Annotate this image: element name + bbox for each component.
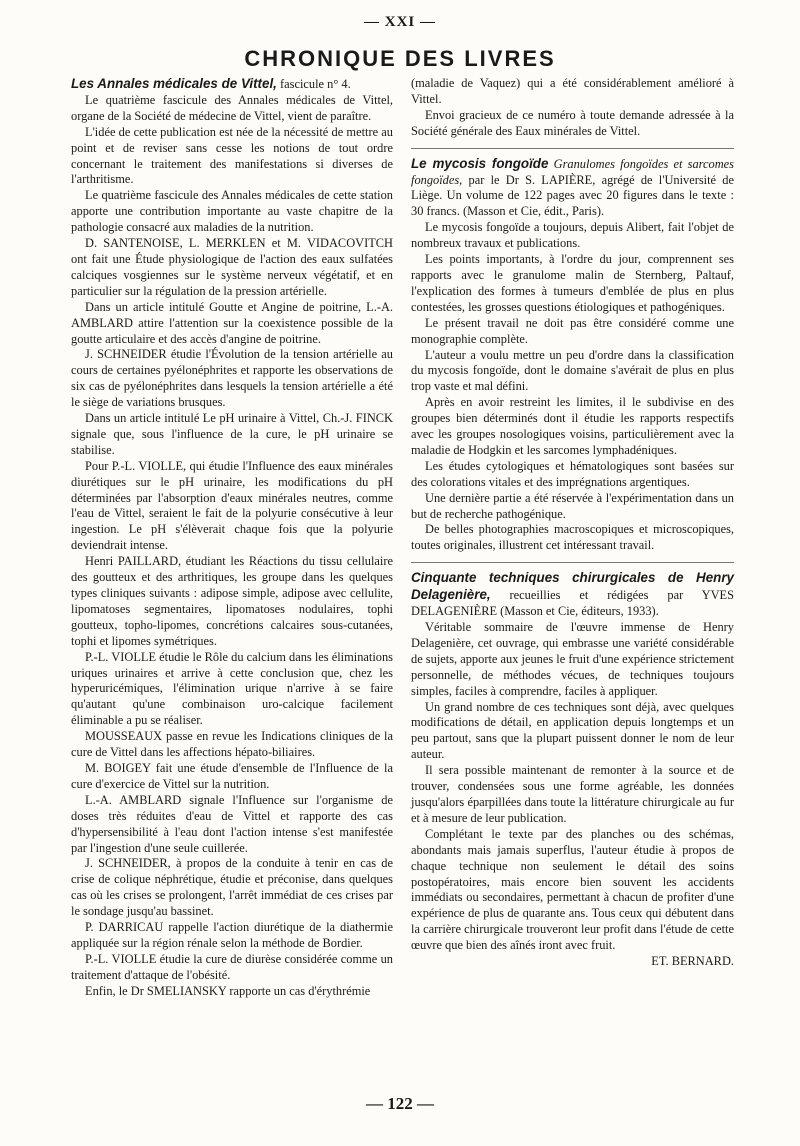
paragraph: Le présent travail ne doit pas être considéré comme une monographie complète. (411, 315, 734, 346)
book-byline: par le Dr S. LAPIÈRE, agrégé de l'Université de Liège. Un volume de 122 pages avec 20 figures dans le texte : 30 francs. (Masson et Cie, édit., Paris). (411, 172, 734, 219)
paragraph: Le quatrième fascicule des Annales médicales de cette station apporte une contribution importante au vaste chapitre de la pathologie consacré aux maladies de la nutrition. (71, 188, 393, 235)
paragraph: De belles photographies macroscopiques et microscopiques, toutes originales, illustrent cet intéressant travail. (411, 522, 734, 553)
paragraph: Complétant le texte par des planches ou des schémas, abondants mais jamais superflus, l'auteur étudie à propos de chaque technique non seulement le détail des soins postopératoires, mais encore bien souvent les accidents immédiats ou secondaires, permettant à chacun de profiter d'une expérience de plus de quarante ans. Tous ceux qui débutent dans la carrière chirurgicale trouveront leur profit dans l'étude de cette œuvre que bien des aînés iront avec fruit. (411, 826, 734, 953)
paragraph: L'idée de cette publication est née de la nécessité de mettre au point et de reviser sans cesse les notions de tout ordre concernant le traitement des manifestations si diverses de l'arthritisme. (71, 124, 393, 187)
book-title-rest: fascicule n° 4. (280, 77, 351, 91)
paragraph: Après en avoir restreint les limites, il le subdivise en des groupes bien déterminés dont il étudie les rapports respectifs avec les groupes nosologiques voisins, particulièrement avec la maladie de Hodgkin et les sarcomes lymphadéniques. (411, 395, 734, 457)
paragraph: P. DARRICAU rappelle l'action diurétique de la diathermie appliquée sur la région rénale selon la méthode de Bordier. (71, 920, 393, 950)
book-subtitle: Granulomes fongoïdes et sarcomes fongoïdes, (411, 156, 735, 187)
paragraph: (maladie de Vaquez) qui a été considérablement amélioré à Vittel. (411, 76, 734, 106)
section-divider (411, 148, 734, 149)
paragraph: Véritable sommaire de l'œuvre immense de Henry Delagenière, cet ouvrage, qui embrasse une variété considérable de sujets, apporte aux jeunes le fruit d'une expérience strictement personnelle, de méthodes vécues, de techniques toujours simples, faciles à comprendre, faciles à appliquer. (411, 620, 734, 698)
right-column (411, 76, 734, 970)
paragraph: Enfin, le Dr SMELIANSKY rapporte un cas d'érythrémie (85, 983, 371, 998)
paragraph: Un grand nombre de ces techniques sont déjà, avec quelques modifications de détail, en application depuis longtemps et un peu partout, sans que la plupart puissent donner le nom de leur auteur. (411, 699, 734, 762)
paragraph: Les études cytologiques et hématologiques sont basées sur des colorations vitales et des imprégnations argentiques. (411, 458, 734, 489)
paragraph: Une dernière partie a été réservée à l'expérimentation dans un but de recherche pathogénique. (411, 490, 734, 521)
paragraph: L.-A. AMBLARD signale l'Influence sur l'organisme de doses très réduites d'eau de Vittel et rapporte des cas d'hypersensibilité à l'eau dont l'action intense s'est manifestée par l'ingestion d'une seule cuillerée. (71, 792, 393, 855)
paragraph: Le quatrième fascicule des Annales médicales de Vittel, organe de la Société de médecine de Vittel, vient de paraître. (71, 92, 393, 123)
review-heading (411, 156, 734, 221)
paragraph: Pour P.-L. VIOLLE, qui étudie l'Influence des eaux minérales diurétiques sur le pH urinaire, les modifications du pH déterminées par l'absorption d'eaux minérales neutres, comme l'eau de Vittel, seraient le fait de la polyurie consécutive à leur ingestion. Le pH s'élèverait chaque fois que la polyurie deviendrait intense. (71, 458, 393, 553)
book-byline: recueillies et rédigées par YVES DELAGENIÈRE (Masson et Cie, éditeurs, 1933). (411, 588, 734, 619)
paragraph: Le mycosis fongoïde a toujours, depuis Alibert, fait l'objet de nombreux travaux et publications. (411, 220, 734, 251)
paragraph: P.-L. VIOLLE étudie le Rôle du calcium dans les éliminations uriques urinaires et arrive à cette conclusion que, chez les hyperuricémiques, l'élimination urique n'arrive à se faire qu'autant qu'une combinaison uro-calcique facilement éliminable a pu se réaliser. (71, 649, 393, 728)
paragraph: P.-L. VIOLLE étudie la cure de diurèse considérée comme un traitement d'attaque de l'obésité. (71, 951, 393, 982)
paragraph: Les points importants, à l'ordre du jour, comprennent ses rapports avec le granulome malin de Sternberg, Paltauf, l'explication des formes à tumeurs d'emblée de plus en plus contestées, les grosses questions étiologiques et pathogéniques. (411, 252, 734, 314)
top-folio: — XXI — (363, 14, 436, 30)
paragraph: Dans un article intitulé Le pH urinaire à Vittel, Ch.-J. FINCK signale que, sous l'influence de la cure, le pH urinaire se stabilise. (71, 411, 393, 457)
page-title: CHRONIQUE DES LIVRES (244, 46, 556, 71)
book-title: Les Annales médicales de Vittel, (71, 76, 277, 91)
paragraph: MOUSSEAUX passe en revue les Indications cliniques de la cure de Vittel dans les affections hépato-biliaires. (71, 729, 393, 760)
paragraph: Envoi gracieux de ce numéro à toute demande adressée à la Société générale des Eaux minérales de Vittel. (411, 107, 734, 138)
review-heading (411, 570, 734, 620)
paragraph: M. BOIGEY fait une étude d'ensemble de l'Influence de la cure d'exercice de Vittel sur la nutrition. (71, 760, 393, 791)
signature: ET. BERNARD. (651, 954, 734, 969)
section-divider (411, 562, 734, 563)
paragraph: Dans un article intitulé Goutte et Angine de poitrine, L.-A. AMBLARD attire l'attention sur la coexistence possible de la goutte articulaire et des accès d'angine de poitrine. (71, 299, 393, 346)
book-title: Cinquante techniques chirurgicales de Henry Delagenière, (411, 570, 734, 603)
paragraph: D. SANTENOISE, L. MERKLEN et M. VIDACOVITCH ont fait une Étude physiologique de l'action des eaux sulfatées calciques vosgiennes sur le système nerveux végétatif, et en particulier sur la régulation de la pression artérielle. (71, 236, 393, 298)
paragraph: L'auteur a voulu mettre un peu d'ordre dans la classification du mycosis fongoïde, dont le domaine s'avérait de plus en plus trop vaste et mal défini. (411, 347, 734, 394)
paragraph: J. SCHNEIDER, à propos de la conduite à tenir en cas de crise de colique néphrétique, étudie et préconise, dans quelques cas où les crises se prolongent, l'arrêt immédiat de ces crises par le sondage jusqu'au bassinet. (71, 856, 393, 919)
page-number: — 122 — (366, 1094, 434, 1113)
paragraph: J. SCHNEIDER étudie l'Évolution de la tension artérielle au cours de certaines pyélonéphrites et rapporte les observations de six cas de pyélonéphrites dans lesquels la tension artérielle a été le siège de variations brusques. (71, 347, 393, 410)
paragraph: Il sera possible maintenant de remonter à la source et de trouver, condensées sous une forme agréable, les données jusqu'alors éparpillées dans toute la littérature chirurgicale au fur et à mesure de leur publication. (411, 763, 734, 825)
book-title: Le mycosis fongoïde (411, 155, 549, 171)
paragraph: Henri PAILLARD, étudiant les Réactions du tissu cellulaire des goutteux et des arthritiques, les groupe dans les quelques types cliniques suivants : adipose simple, adipose avec cellulite, lipomatoses segmentaires, lipomatoses nodulaires, tophi goutteux, topho-lipomes, concrétions calcaires sous-cutanées, tophi et lipomes symétriques. (71, 554, 393, 648)
review-heading (71, 76, 393, 93)
left-column (71, 76, 393, 1000)
